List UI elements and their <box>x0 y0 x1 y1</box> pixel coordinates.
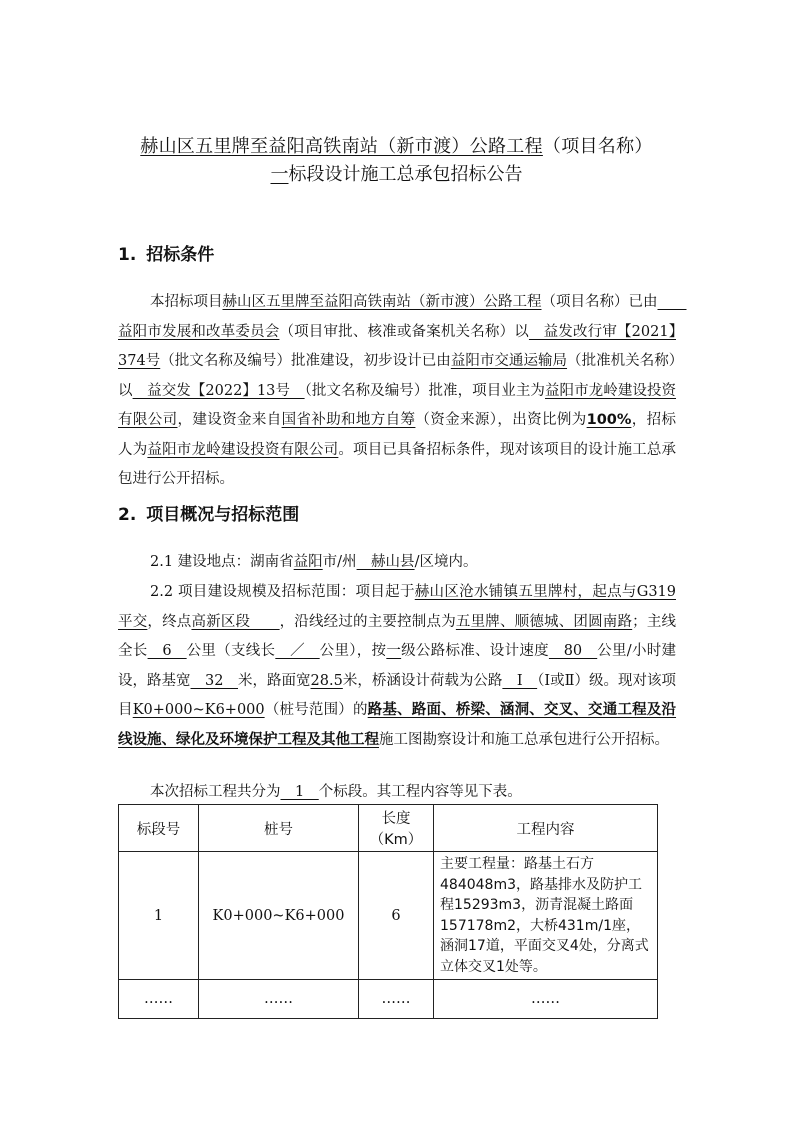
start-point: 赫山区沧水铺镇五里牌村，起点与G319平交 <box>118 584 676 630</box>
design-doc: 益交发【2022】13号 <box>132 382 305 399</box>
section-2-heading <box>118 500 299 525</box>
design-approver: 益阳市交通运输局 <box>450 353 568 369</box>
cell-lot: …… <box>119 980 199 1019</box>
text: （Ⅰ或Ⅱ）级。现对该项目 <box>118 672 677 718</box>
text: 本次招标工程共分为 <box>150 784 281 800</box>
lots-table <box>118 804 658 1019</box>
text: （批准机关名称）以 <box>118 353 676 399</box>
road-grade: 一 <box>386 643 402 659</box>
text: 。项目已具备招标条件，现对该项目的设计施工总承包进行公开招标。 <box>118 441 677 487</box>
title-project-name: 赫山区五里牌至益阳高铁南站（新市渡）公路工程 <box>140 136 543 157</box>
city: 益阳 <box>293 554 323 570</box>
stake-range: K0+000~K6+000 <box>132 702 265 718</box>
roadbed-width: 32 <box>190 672 238 689</box>
cell-content: 主要工程量：路基土石方484048m3，路基排水及防护工程15293m3，沥青混凝土路面157178m2，大桥431m/1座，涵洞17道，平面交叉4处，分离式立体交叉1处等。 <box>434 852 658 980</box>
section-1-title: 招标条件 <box>146 245 215 265</box>
text: （项目审批、核准或备案机关名称）以 <box>279 323 529 340</box>
text: （批文名称及编号）批准，项目业主为 <box>304 382 545 399</box>
pavement-width: 28.5 <box>310 672 343 689</box>
text: 2.1 建设地点：湖南省 <box>150 554 294 570</box>
text: 市/州 <box>322 554 357 570</box>
county: 赫山县 <box>356 554 415 570</box>
cell-lot: 1 <box>119 852 199 980</box>
text: /区境内。 <box>414 554 478 570</box>
document-subtitle <box>0 160 793 186</box>
text: ，沿线经过的主要控制点为 <box>279 613 456 630</box>
control-points: 五里牌、顺德城、团圆南路 <box>455 613 633 630</box>
text: 公里/小时建设，路基宽 <box>118 643 677 689</box>
work-scope: 路基、路面、桥梁、涵洞、交叉、交通工程及沿线设施、绿化及环境保护工程及其他工程 <box>118 702 677 748</box>
text: ，建设资金来自 <box>177 412 282 428</box>
location-paragraph <box>118 548 676 578</box>
text: ；主线全长 <box>118 613 677 659</box>
text: 级公路标准、设计速度 <box>401 643 549 659</box>
table-row <box>119 852 658 980</box>
title-section-text: 标段设计施工总承包招标公告 <box>288 164 523 185</box>
text: （桩号范围）的 <box>264 702 368 718</box>
text: 2.2 项目建设规模及招标范围：项目起于 <box>150 584 415 600</box>
main-length: 6 <box>147 643 187 659</box>
text: ，终点 <box>147 613 192 630</box>
header-length: 长度（Km） <box>359 805 434 852</box>
text: 本招标项目 <box>150 294 223 310</box>
project-name: 赫山区五里牌至益阳高铁南站（新市渡）公路工程 <box>222 294 542 310</box>
text: 公里（支线长 <box>186 643 276 659</box>
text: （项目名称）已由 <box>541 294 658 310</box>
cell-content: …… <box>434 980 658 1019</box>
text: 米，路面宽 <box>238 672 311 689</box>
end-point: 高新区段 <box>191 613 280 630</box>
cell-length: …… <box>359 980 434 1019</box>
section-1-number: 1. <box>118 245 137 265</box>
branch-length: ／ <box>275 643 320 659</box>
design-speed: 80 <box>548 643 598 659</box>
scope-paragraph <box>118 578 676 755</box>
text: 米，桥涵设计荷载为公路 <box>342 672 503 689</box>
tenderer: 益阳市龙岭建设投资有限公司 <box>147 441 339 458</box>
text: （批文名称及编号）批准建设，初步设计已由 <box>160 353 451 369</box>
table-row <box>119 980 658 1019</box>
title-section-number: 一 <box>270 164 289 185</box>
text: 个标段。其工程内容等见下表。 <box>318 784 522 800</box>
lot-count: 1 <box>280 784 319 800</box>
section-1-paragraph <box>118 288 687 495</box>
ratio: 100% <box>586 412 632 428</box>
text: 施工图勘察设计和施工总承包进行公开招标。 <box>379 731 669 748</box>
funding: 国省补助和地方自筹 <box>281 412 416 428</box>
document-title <box>0 132 793 158</box>
cell-stake: K0+000~K6+000 <box>199 852 359 980</box>
owner: 益阳市龙岭建设投资有限公司 <box>118 382 677 428</box>
cell-length: 6 <box>359 852 434 980</box>
header-lot: 标段号 <box>119 805 199 852</box>
title-project-note: （项目名称） <box>542 136 653 157</box>
header-stake: 桩号 <box>199 805 359 852</box>
section-2-title: 项目概况与招标范围 <box>146 505 300 525</box>
cell-stake: …… <box>199 980 359 1019</box>
load-grade: Ⅰ <box>502 672 538 689</box>
text: （资金来源），出资比例为 <box>415 412 587 428</box>
approval-doc: 益发改行审【2021】374号 <box>118 323 676 369</box>
header-content: 工程内容 <box>434 805 658 852</box>
table-header-row <box>119 805 658 852</box>
approver: 益阳市发展和改革委员会 <box>118 294 687 340</box>
section-1-heading <box>118 240 214 265</box>
section-2-number: 2. <box>118 505 137 525</box>
text: 公里），按 <box>319 643 387 659</box>
text: ，招标人为 <box>118 412 677 458</box>
